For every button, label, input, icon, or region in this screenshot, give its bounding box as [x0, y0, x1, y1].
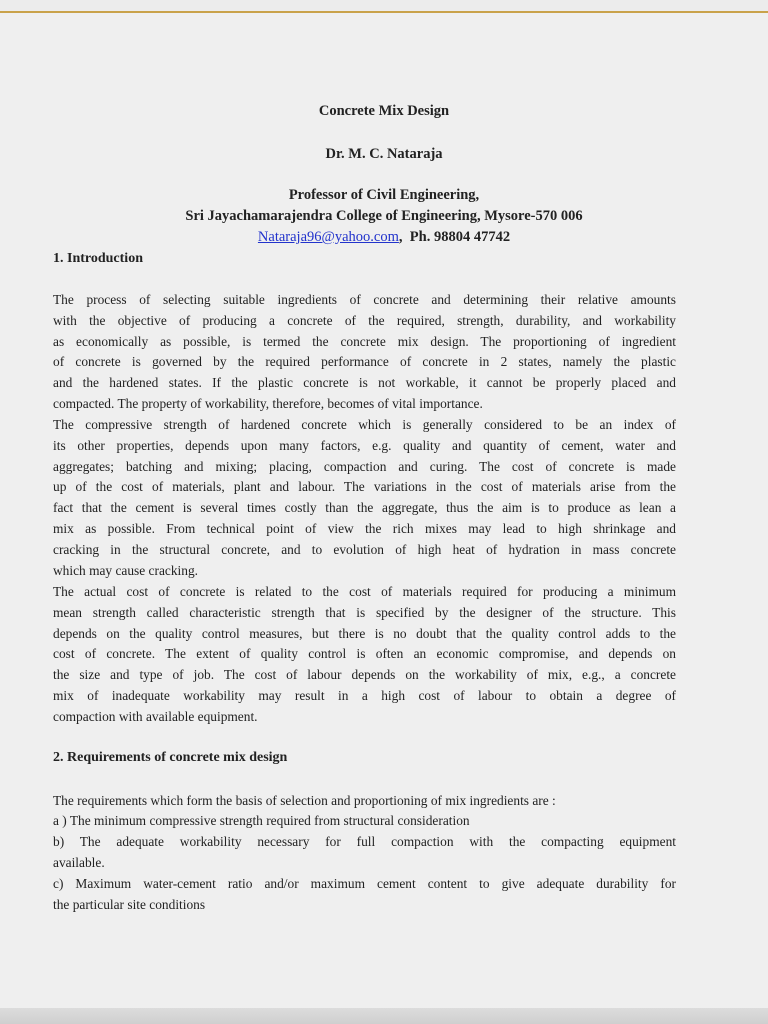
intro-paragraph-1 — [53, 290, 676, 415]
text-line: mean strength called characteristic strength that is specified by the designer of the structure. This — [53, 604, 676, 620]
intro-paragraph-2 — [53, 415, 676, 581]
top-border — [0, 11, 768, 13]
author-position: Professor of Civil Engineering, — [288, 187, 480, 203]
text-line: aggregates; batching and mixing; placing, compaction and curing. The cost of concrete is made — [53, 458, 676, 474]
text-line: and the hardened states. If the plastic concrete is not workable, it cannot be properly placed and — [53, 375, 676, 391]
requirements-intro — [53, 791, 676, 812]
section-heading-requirements: 2. Requirements of concrete mix design — [53, 750, 288, 765]
text-line: depends on the quality control measures, but there is no doubt that the quality control adds to the — [53, 625, 676, 641]
text-line: The compressive strength of hardened concrete which is generally considered to be an index of — [53, 417, 676, 432]
text-line: cracking in the structural concrete, and to evolution of high heat of hydration in mass concrete — [53, 541, 676, 557]
document-title: Concrete Mix Design — [318, 103, 450, 119]
author-institution: Sri Jayachamarajendra College of Engineering, Mysore-570 006 — [185, 208, 583, 224]
author-name: Dr. M. C. Nataraja — [325, 146, 443, 162]
text-line: available. — [53, 854, 105, 870]
email-link[interactable]: Nataraja96@yahoo.com — [257, 229, 399, 245]
text-line: b) The adequate workability necessary for full compaction with the compacting equipment — [53, 834, 676, 849]
requirement-item-a — [53, 811, 676, 832]
text-line: mix of inadequate workability may result in a high cost of labour to obtain a degree of — [53, 687, 676, 703]
text-line: with the objective of producing a concrete of the required, strength, durability, and workability — [53, 312, 676, 328]
text-line: a ) The minimum compressive strength required from structural consideration — [53, 813, 470, 828]
text-line: compaction with available equipment. — [53, 708, 258, 724]
contact-line — [0, 229, 768, 246]
text-line: cost of concrete. The extent of quality control is often an economic compromise, and depends on — [53, 646, 676, 662]
contact-separator: , — [398, 229, 403, 245]
intro-paragraph-3 — [53, 582, 676, 728]
text-line: of concrete is governed by the required performance of concrete in 2 states, namely the plastic — [53, 354, 676, 370]
text-line: c) Maximum water-cement ratio and/or maximum cement content to give adequate durability for — [53, 876, 676, 891]
text-line: the particular site conditions — [53, 896, 206, 912]
text-line: the size and type of job. The cost of labour depends on the workability of mix, e.g., a concrete — [53, 667, 676, 683]
text-line: The process of selecting suitable ingredients of concrete and determining their relative amounts — [53, 292, 676, 307]
text-line: The actual cost of concrete is related to the cost of materials required for producing a minimum — [53, 584, 676, 599]
requirement-item-b — [53, 832, 676, 874]
phone-number: Ph. 98804 47742 — [409, 229, 511, 245]
text-line: The requirements which form the basis of selection and proportioning of mix ingredients are : — [53, 793, 556, 808]
text-line: mix as possible. From technical point of view the rich mixes may lead to high shrinkage and — [53, 520, 676, 536]
section-heading-introduction: 1. Introduction — [53, 251, 143, 266]
bottom-edge — [0, 1008, 768, 1024]
text-line: its other properties, depends upon many factors, e.g. quality and quantity of cement, water and — [53, 437, 676, 453]
text-line: fact that the cement is several times costly than the aggregate, thus the aim is to produce as lean a — [53, 500, 676, 516]
text-line: up of the cost of materials, plant and labour. The variations in the cost of materials arise from the — [53, 479, 676, 495]
text-line: compacted. The property of workability, therefore, becomes of vital importance. — [53, 395, 483, 411]
text-line: as economically as possible, is termed the concrete mix design. The proportioning of ingredient — [53, 333, 676, 349]
requirement-item-c — [53, 874, 676, 916]
text-line: which may cause cracking. — [53, 562, 199, 578]
